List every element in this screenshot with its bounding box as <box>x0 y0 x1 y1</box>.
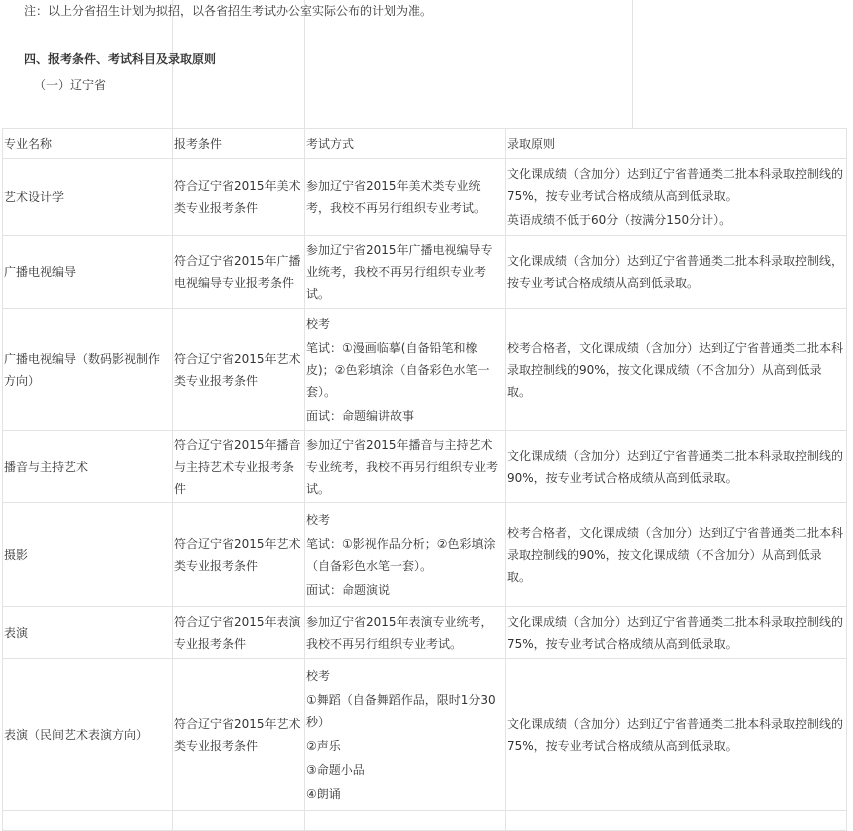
cell-principle <box>506 607 847 659</box>
cell-exam <box>305 159 506 236</box>
cell-condition: 符合辽宁省2015年广播电视编导专业报考条件 <box>173 236 305 309</box>
exam-line: 面试：命题编讲故事 <box>306 408 415 423</box>
cell-condition: 符合辽宁省2015年艺术类专业报考条件 <box>173 503 305 607</box>
table-row <box>3 159 847 236</box>
header-major: 专业名称 <box>3 129 173 159</box>
cell-major: 广播电视编导 <box>3 236 173 309</box>
exam-line: 校考 <box>306 668 331 683</box>
cell-exam <box>305 659 506 811</box>
cell-condition: 符合辽宁省2015年播音与主持艺术专业报考条件 <box>173 431 305 503</box>
cell-major: 表演 <box>3 607 173 659</box>
principle-line: 文化课成绩（含加分）达到辽宁省普通类二批本科录取控制线的75%，按专业考试合格成绩从高到低录取。 <box>507 716 844 753</box>
table-row-partial <box>3 811 847 831</box>
cell-principle <box>506 309 847 431</box>
column-guide-right <box>632 0 633 128</box>
admissions-table <box>2 128 847 831</box>
principle-line: 校考合格者，文化课成绩（含加分）达到辽宁省普通类二批本科录取控制线的90%，按文化课成绩（不含加分）从高到低录取。 <box>507 340 844 399</box>
principle-line: 校考合格者，文化课成绩（含加分）达到辽宁省普通类二批本科录取控制线的90%，按文化课成绩（不含加分）从高到低录取。 <box>507 525 844 584</box>
cell-major: 摄影 <box>3 503 173 607</box>
exam-line: 参加辽宁省2015年表演专业统考，我校不再另行组织专业考试。 <box>306 614 493 651</box>
cell-major: 表演（民间艺术表演方向） <box>3 659 173 811</box>
exam-line: 笔试：①漫画临摹(自备铅笔和橡皮)；②色彩填涂（自备彩色水笔一套）。 <box>306 340 490 399</box>
principle-line: 文化课成绩（含加分）达到辽宁省普通类二批本科录取控制线的 75%，按专业考试合格成绩从高到低录取。 <box>507 614 844 651</box>
table-row <box>3 503 847 607</box>
plan-note: 注：以上分省招生计划为拟招，以各省招生考试办公室实际公布的计划为准。 <box>24 4 433 18</box>
section-heading: 四、报考条件、考试科目及录取原则 <box>24 52 217 66</box>
exam-line: 面试：命题演说 <box>306 582 391 597</box>
cell-major: 广播电视编导（数码影视制作方向） <box>3 309 173 431</box>
principle-line: 文化课成绩（含加分）达到辽宁省普通类二批本科录取控制线的90%，按专业考试合格成绩从高到低录取。 <box>507 448 844 485</box>
cell-empty <box>506 811 847 831</box>
cell-exam <box>305 309 506 431</box>
exam-line: 校考 <box>306 512 331 527</box>
cell-condition: 符合辽宁省2015年艺术类专业报考条件 <box>173 659 305 811</box>
exam-line: 笔试：①影视作品分析；②色彩填涂（自备彩色水笔一套）。 <box>306 536 496 573</box>
table-row <box>3 236 847 309</box>
cell-major: 艺术设计学 <box>3 159 173 236</box>
exam-line: 参加辽宁省2015年广播电视编导专业统考，我校不再另行组织专业考试。 <box>306 243 493 301</box>
cell-exam <box>305 431 506 503</box>
principle-line: 文化课成绩（含加分）达到辽宁省普通类二批本科录取控制线，按专业考试合格成绩从高到低录取。 <box>507 254 844 290</box>
header-condition: 报考条件 <box>173 129 305 159</box>
principle-line: 文化课成绩（含加分）达到辽宁省普通类二批本科录取控制线的75%，按专业考试合格成绩从高到低录取。 <box>507 167 844 203</box>
header-principle: 录取原则 <box>506 129 847 159</box>
principle-line: 英语成绩不低于60分（按满分150分计）。 <box>507 213 732 227</box>
cell-major: 播音与主持艺术 <box>3 431 173 503</box>
table-row <box>3 431 847 503</box>
table-row <box>3 309 847 431</box>
exam-line: 参加辽宁省2015年播音与主持艺术专业统考，我校不再另行组织专业考试。 <box>306 437 499 496</box>
exam-line: ②声乐 <box>306 738 341 753</box>
cell-condition: 符合辽宁省2015年美术类专业报考条件 <box>173 159 305 236</box>
cell-principle <box>506 159 847 236</box>
header-exam: 考试方式 <box>305 129 506 159</box>
exam-line: ①舞蹈（自备舞蹈作品，限时1分30秒） <box>306 692 496 729</box>
cell-empty <box>173 811 305 831</box>
cell-exam <box>305 236 506 309</box>
table-row <box>3 607 847 659</box>
cell-empty <box>305 811 506 831</box>
cell-principle <box>506 236 847 309</box>
cell-principle <box>506 431 847 503</box>
cell-exam <box>305 607 506 659</box>
province-subheading: （一）辽宁省 <box>34 78 107 92</box>
table-header-row <box>3 129 847 159</box>
cell-condition: 符合辽宁省2015年表演专业报考条件 <box>173 607 305 659</box>
exam-line: 参加辽宁省2015年美术类专业统考，我校不再另行组织专业考试。 <box>306 179 487 215</box>
cell-principle <box>506 659 847 811</box>
exam-line: ④朗诵 <box>306 786 341 801</box>
exam-line: ③命题小品 <box>306 762 365 777</box>
cell-principle <box>506 503 847 607</box>
cell-exam <box>305 503 506 607</box>
table-row <box>3 659 847 811</box>
exam-line: 校考 <box>306 316 331 331</box>
cell-condition: 符合辽宁省2015年艺术类专业报考条件 <box>173 309 305 431</box>
cell-empty <box>3 811 173 831</box>
